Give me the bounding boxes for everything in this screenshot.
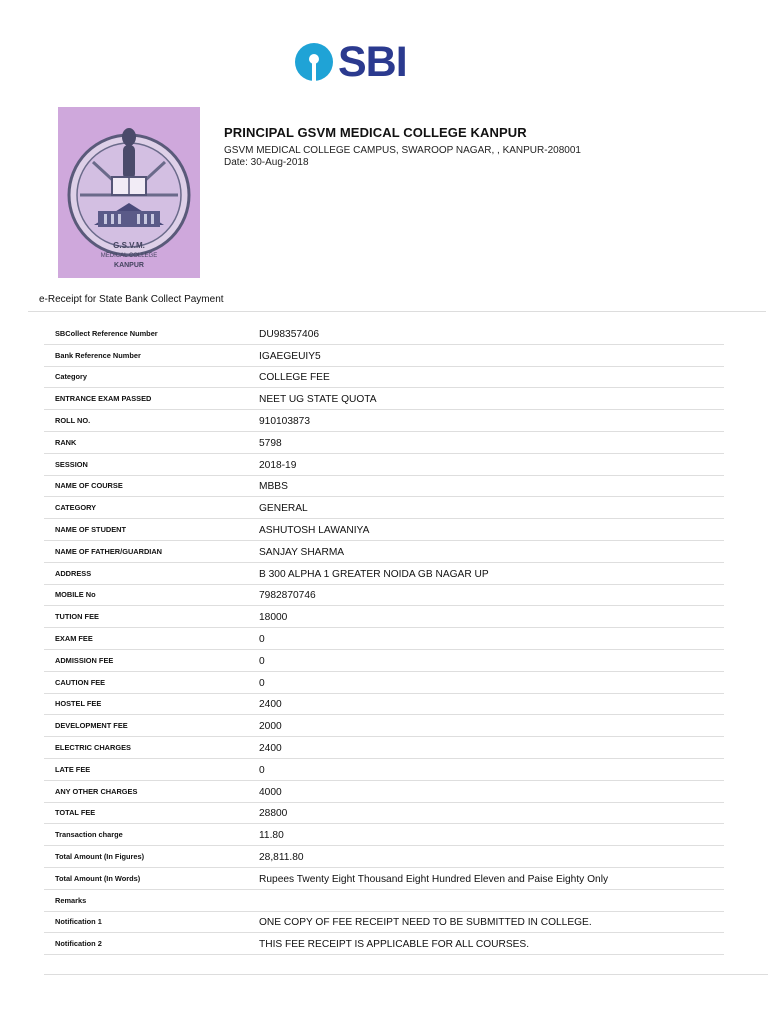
table-row — [44, 454, 724, 476]
row-label: TOTAL FEE — [55, 808, 96, 818]
row-label: Total Amount (In Words) — [55, 873, 141, 883]
row-label: NAME OF FATHER/GUARDIAN — [55, 546, 163, 556]
table-row — [44, 737, 724, 759]
row-label: EXAM FEE — [55, 634, 93, 644]
row-value: B 300 ALPHA 1 GREATER NOIDA GB NAGAR UP — [259, 568, 489, 580]
row-value: ONE COPY OF FEE RECEIPT NEED TO BE SUBMITTED IN COLLEGE. — [259, 917, 592, 929]
row-value: 910103873 — [259, 416, 310, 428]
row-label: ENTRANCE EXAM PASSED — [55, 394, 152, 404]
table-row — [44, 323, 724, 345]
row-label: TUTION FEE — [55, 612, 99, 622]
row-label: HOSTEL FEE — [55, 699, 102, 709]
seal-text-1: G.S.V.M. — [113, 241, 145, 250]
row-value: SANJAY SHARMA — [259, 546, 345, 558]
table-row — [44, 912, 724, 934]
row-value: 2400 — [259, 743, 282, 755]
row-value: 28,811.80 — [259, 852, 304, 864]
receipt-date: Date: 30-Aug-2018 — [224, 157, 309, 168]
row-label: NAME OF STUDENT — [55, 525, 127, 535]
college-seal-icon — [58, 107, 200, 278]
table-row — [44, 824, 724, 846]
row-value: ASHUTOSH LAWANIYA — [259, 525, 370, 537]
row-value: 0 — [259, 677, 265, 689]
college-emblem — [58, 107, 200, 278]
college-title: PRINCIPAL GSVM MEDICAL COLLEGE KANPUR — [224, 125, 527, 140]
row-label: MOBILE No — [55, 590, 96, 600]
row-label: ADMISSION FEE — [55, 655, 114, 665]
row-value: COLLEGE FEE — [259, 372, 330, 384]
table-row — [44, 541, 724, 563]
table-row — [44, 367, 724, 389]
receipt-table — [44, 323, 724, 955]
table-row — [44, 694, 724, 716]
row-label: RANK — [55, 437, 77, 447]
row-value: 18000 — [259, 612, 288, 624]
row-label: DEVELOPMENT FEE — [55, 721, 128, 731]
row-value: 0 — [259, 634, 265, 646]
table-row — [44, 432, 724, 454]
row-label: Remarks — [55, 895, 87, 905]
table-row — [44, 628, 724, 650]
row-value: GENERAL — [259, 503, 308, 515]
sbi-keyhole-icon — [294, 42, 334, 82]
row-label: LATE FEE — [55, 764, 91, 774]
row-label: Total Amount (In Figures) — [55, 852, 145, 862]
seal-text-2: MEDICAL COLLEGE — [100, 253, 158, 259]
table-row — [44, 759, 724, 781]
row-value: THIS FEE RECEIPT IS APPLICABLE FOR ALL COURSES. — [259, 939, 530, 951]
row-label: SBCollect Reference Number — [55, 328, 158, 338]
sbi-wordmark: SBI — [338, 37, 407, 86]
table-row — [44, 563, 724, 585]
row-label: Transaction charge — [55, 830, 123, 840]
table-row — [44, 781, 724, 803]
table-row — [44, 868, 724, 890]
row-value: 28800 — [259, 808, 288, 820]
row-label: NAME OF COURSE — [55, 481, 123, 491]
row-label: Category — [55, 372, 88, 382]
table-row — [44, 650, 724, 672]
table-row — [44, 345, 724, 367]
table-row — [44, 410, 724, 432]
row-value: 5798 — [259, 437, 282, 449]
divider — [44, 974, 768, 975]
table-row — [44, 476, 724, 498]
table-row — [44, 585, 724, 607]
table-row — [44, 846, 724, 868]
table-row — [44, 497, 724, 519]
table-row — [44, 519, 724, 541]
row-value: 0 — [259, 764, 265, 776]
row-label: Notification 1 — [55, 917, 102, 927]
row-label: ANY OTHER CHARGES — [55, 786, 138, 796]
row-value: NEET UG STATE QUOTA — [259, 394, 377, 406]
row-value: Rupees Twenty Eight Thousand Eight Hundred Eleven and Paise Eighty Only — [259, 873, 609, 885]
receipt-heading: e-Receipt for State Bank Collect Payment — [39, 294, 224, 305]
table-row — [44, 606, 724, 628]
row-label: Notification 2 — [55, 939, 102, 949]
divider — [28, 311, 766, 312]
sbi-logo — [294, 37, 416, 86]
row-label: Bank Reference Number — [55, 350, 141, 360]
row-label: CAUTION FEE — [55, 677, 106, 687]
row-label: ELECTRIC CHARGES — [55, 743, 131, 753]
row-value: MBBS — [259, 481, 288, 493]
table-row — [44, 672, 724, 694]
row-value: 2018-19 — [259, 459, 297, 471]
row-label: CATEGORY — [55, 503, 97, 513]
row-label: ROLL NO. — [55, 416, 91, 426]
seal-text-3: KANPUR — [114, 262, 144, 269]
table-row — [44, 715, 724, 737]
row-value: 4000 — [259, 786, 282, 798]
row-value: 7982870746 — [259, 590, 316, 602]
row-value — [259, 899, 724, 901]
college-address: GSVM MEDICAL COLLEGE CAMPUS, SWAROOP NAGAR, , KANPUR-208001 — [224, 145, 581, 156]
row-value: 2000 — [259, 721, 282, 733]
table-row — [44, 388, 724, 410]
table-row — [44, 933, 724, 955]
row-label: ADDRESS — [55, 568, 92, 578]
row-value: DU98357406 — [259, 328, 320, 340]
row-value: 0 — [259, 655, 265, 667]
table-row — [44, 803, 724, 825]
row-value: IGAEGEUIY5 — [259, 350, 321, 362]
row-value: 11.80 — [259, 830, 284, 842]
row-value: 2400 — [259, 699, 282, 711]
table-row — [44, 890, 724, 912]
row-label: SESSION — [55, 459, 88, 469]
